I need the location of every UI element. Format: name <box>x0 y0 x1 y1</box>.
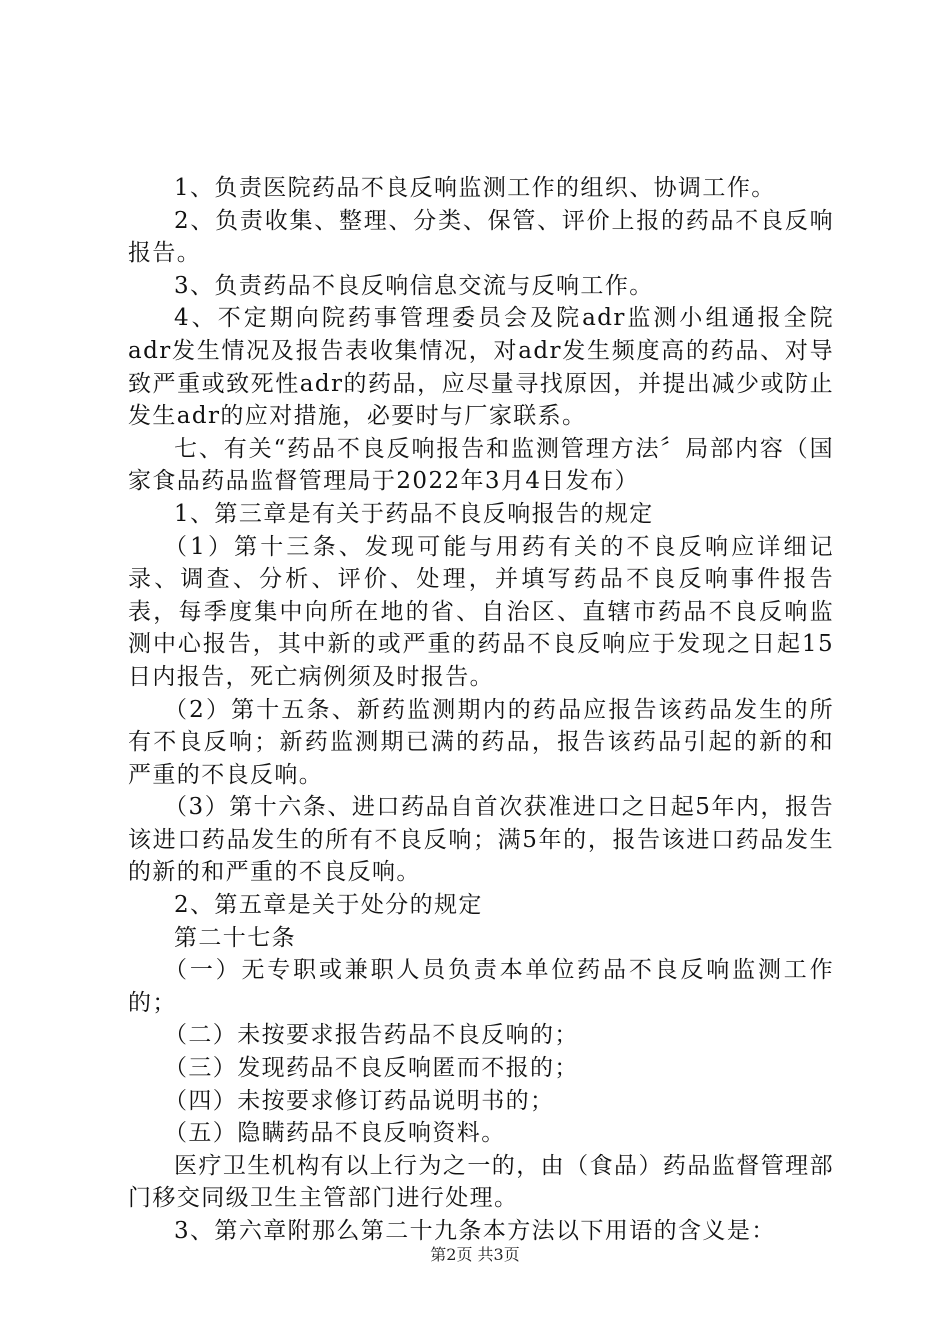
article-13-paragraph: （1）第十三条、发现可能与用药有关的不良反响应详细记录、调查、分析、评价、处理，并填写药品不良反响事件报告表，每季度集中向所在地的省、自治区、直辖市药品不良反响监测中心报告，其中新的或严重的药品不良反响应于发现之日起15日内报告，死亡病例须及时报告。 <box>128 533 834 690</box>
section-heading-7: 七、有关“药品不良反响报告和监测管理方法〞局部内容（国家食品药品监督管理局于2022年3月4日发布） <box>128 435 834 495</box>
chapter-5-heading: 2、第五章是关于处分的规定 <box>174 892 483 919</box>
paragraph-duty-3: 3、负责药品不良反响信息交流与反响工作。 <box>174 272 654 299</box>
chapter-3-heading: 1、第三章是有关于药品不良反响报告的规定 <box>174 500 654 527</box>
penalty-paragraph: 医疗卫生机构有以上行为之一的，由（食品）药品监督管理部门移交同级卫生主管部门进行处理。 <box>128 1152 834 1212</box>
article-27-item-4: （四）未按要求修订药品说明书的； <box>164 1087 555 1114</box>
article-15-paragraph: （2）第十五条、新药监测期内的药品应报告该药品发生的所有不良反响；新药监测期已满的药品，报告该药品引起的新的和严重的不良反响。 <box>128 696 834 788</box>
article-27-item-2: （二）未按要求报告药品不良反响的； <box>164 1022 579 1049</box>
article-27-item-1: （一）无专职或兼职人员负责本单位药品不良反响监测工作的； <box>128 957 834 1016</box>
paragraph-duty-2: 2、负责收集、整理、分类、保管、评价上报的药品不良反响报告。 <box>128 207 834 267</box>
article-27-item-3: （三）发现药品不良反响匿而不报的； <box>164 1055 579 1082</box>
chapter-6-heading: 3、第六章附那么第二十九条本方法以下用语的含义是： <box>174 1218 776 1244</box>
article-27-item-5: （五）隐瞒药品不良反响资料。 <box>164 1120 506 1147</box>
page-number-footer: 第2页 共3页 <box>430 1245 520 1264</box>
article-16-paragraph: （3）第十六条、进口药品自首次获准进口之日起5年内，报告该进口药品发生的所有不良反响；满5年的，报告该进口药品发生的新的和严重的不良反响。 <box>128 794 834 886</box>
document-body <box>128 172 834 1248</box>
article-27-heading: 第二十七条 <box>174 924 296 951</box>
paragraph-duty-4: 4、不定期向院药事管理委员会及院adr监测小组通报全院adr发生情况及报告表收集情况，对adr发生频度高的药品、对导致严重或致死性adr的药品，应尽量寻找原因，并提出减少或防止发生adr的应对措施，必要时与厂家联系。 <box>128 305 834 430</box>
paragraph-duty-1: 1、负责医院药品不良反响监测工作的组织、协调工作。 <box>174 175 776 201</box>
